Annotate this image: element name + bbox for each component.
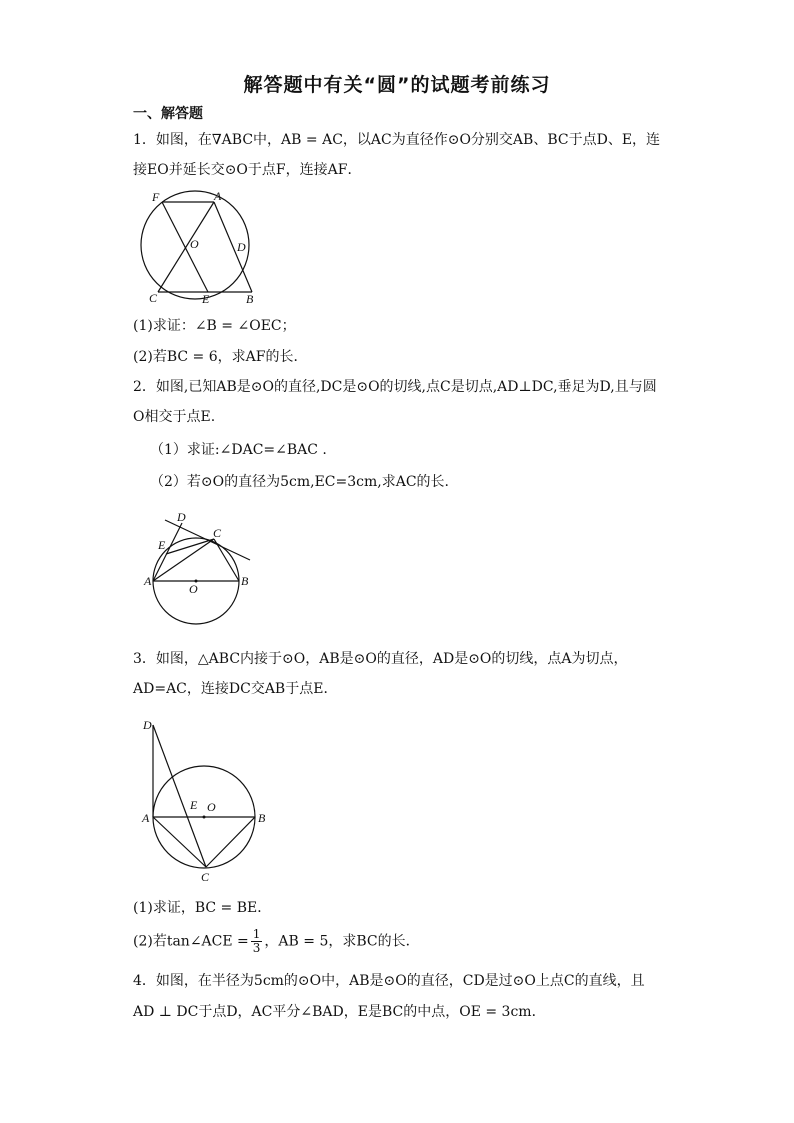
q1-part2: (2)若BC = 6，求AF的长．	[133, 349, 308, 365]
q1-segment-FE	[162, 202, 208, 292]
q2-stem-line1: 2．如图,已知AB是⊙O的直径,DC是⊙O的切线,点C是切点,AD⊥DC,垂足为D,且与圆	[133, 379, 657, 395]
q3-fraction	[251, 928, 263, 955]
q3-segment-BC	[206, 817, 255, 867]
q2-segment-AD	[153, 523, 182, 581]
q3-label-D: D	[143, 718, 152, 732]
q3-label-E: E	[190, 798, 198, 812]
q2-label-D: D	[177, 510, 186, 524]
q3-label-A: A	[142, 811, 150, 825]
q1-label-F: F	[152, 190, 160, 204]
q1-segment-AC	[158, 202, 214, 292]
q3-figure	[138, 714, 273, 886]
q1-label-O: O	[190, 237, 199, 251]
q3-part2-suffix: ，AB = 5，求BC的长．	[264, 933, 420, 950]
q1-label-B: B	[246, 292, 254, 306]
page-title: 解答题中有关“圆”的试题考前练习	[243, 74, 551, 96]
section-heading: 一、解答题	[133, 106, 203, 122]
q1-figure	[128, 188, 268, 308]
q4-stem-line2: AD ⊥ DC于点D，AC平分∠BAD，E是BC的中点，OE = 3cm．	[133, 1004, 546, 1020]
q2-part1: （1）求证:∠DAC=∠BAC .	[150, 442, 327, 458]
q3-segment-DC	[153, 725, 206, 867]
q1-segment-AB	[214, 202, 252, 292]
q3-part2	[133, 928, 420, 955]
q1-label-A: A	[214, 189, 222, 203]
q2-label-C: C	[213, 526, 222, 540]
q1-part1: (1)求证：∠B = ∠OEC；	[133, 318, 296, 334]
q2-label-B: B	[241, 574, 249, 588]
q2-label-A: A	[144, 574, 152, 588]
q1-label-D: D	[237, 240, 246, 254]
q3-label-O: O	[207, 800, 216, 814]
q2-part2: （2）若⊙O的直径为5cm,EC=3cm,求AC的长.	[150, 474, 449, 490]
q3-part1: (1)求证，BC = BE．	[133, 900, 272, 916]
q2-tangent-DC	[165, 520, 250, 560]
q3-segment-AC	[153, 817, 206, 867]
q4-stem-line1: 4．如图，在半径为5cm的⊙O中，AB是⊙O的直径，CD是过⊙O上点C的直线，且	[133, 973, 645, 989]
q3-stem-line2: AD=AC，连接DC交AB于点E．	[133, 681, 338, 697]
q1-stem-line2: 接EO并延长交⊙O于点F，连接AF．	[133, 162, 362, 178]
q3-stem-line1: 3．如图，△ABC内接于⊙O，AB是⊙O的直径，AD是⊙O的切线，点A为切点，	[133, 651, 628, 667]
q2-label-E: E	[158, 538, 166, 552]
q2-figure	[140, 508, 260, 626]
q3-fraction-denominator: 3	[252, 941, 261, 955]
q2-segment-BC	[214, 539, 239, 581]
q3-fraction-numerator: 1	[252, 927, 261, 941]
q3-label-B: B	[258, 811, 266, 825]
q3-label-C: C	[201, 870, 210, 884]
q1-label-E: E	[202, 292, 210, 306]
q2-label-O: O	[189, 582, 198, 596]
q3-part2-prefix: (2)若tan∠ACE =	[133, 933, 249, 950]
q2-stem-line2: O相交于点E.	[133, 409, 216, 425]
q1-label-C: C	[149, 291, 158, 305]
q1-stem-line1: 1．如图，在∇ABC中，AB = AC，以AC为直径作⊙O分别交AB、BC于点D、E，连	[133, 132, 661, 148]
q3-center-dot	[203, 816, 206, 819]
